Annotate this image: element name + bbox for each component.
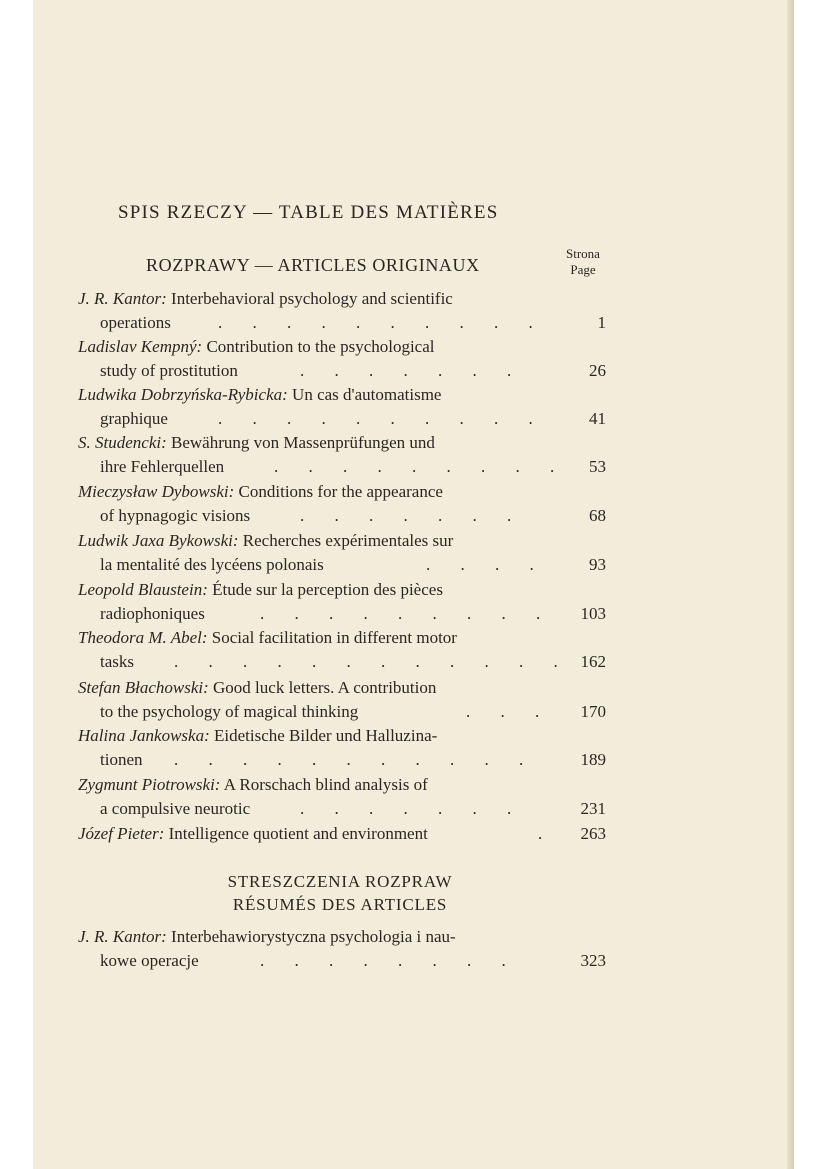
entry-title: Intelligence quotient and environment [168,824,428,843]
entry-title: Bewährung von Massenprüfungen und [171,433,435,452]
entry-title-cont: graphique [100,409,168,428]
entry-title-cont: to the psychology of magical thinking [100,702,359,721]
leader-dots: . [538,824,556,843]
entry-title-cont: la mentalité des lycéens polonais [100,555,324,574]
entry-title: A Rorschach blind analysis of [223,775,428,794]
entry-title-cont: tasks [100,652,134,671]
entry-page: 263 [580,824,606,843]
entry-page: 170 [580,702,606,721]
entry-page: 103 [580,604,606,623]
entry-title-cont: kowe operacje [100,951,199,970]
entry-author: Stefan Błachowski: [78,678,209,697]
entry-title: Étude sur la perception des pièces [212,580,443,599]
page-column-header [560,246,606,278]
leader-dots: . . . . . . . . . . [218,409,546,428]
entry-author: Theodora M. Abel: [78,628,208,647]
entry-page: 41 [589,409,606,428]
entry-title: Un cas d'automatisme [292,385,442,404]
entry-page: 323 [580,951,606,970]
leader-dots: . . . . . . . [300,799,525,818]
entry-title: Interbehavioral psychology and scientific [171,289,453,308]
entry-title: Social facilitation in different motor [211,628,457,647]
entry-author: S. Studencki: [78,433,167,452]
leader-dots: . . . . . . . . . [260,604,554,623]
page-column-label-strona: Strona [566,246,600,261]
entry-page: 53 [589,457,606,476]
entry-page: 1 [597,313,606,332]
leader-dots: . . . . . . . . . . [218,313,546,332]
entry-author: Ladislav Kempný: [78,337,203,356]
page-edge [787,0,794,1169]
entry-title: Recherches expérimentales sur [242,531,454,550]
entry-author: Zygmunt Piotrowski: [78,775,221,794]
entry-author: Ludwik Jaxa Bykowski: [78,531,239,550]
toc-entry [78,822,610,846]
toc-entry [78,480,610,528]
entry-author: Józef Pieter: [78,824,165,843]
entry-page: 231 [580,799,606,818]
entry-title: Interbehawiorystyczna psychologia i nau- [171,927,456,946]
toc-entry [78,724,610,772]
leader-dots: . . . . . . . . [260,951,519,970]
entry-title-cont: ihre Fehlerquellen [100,457,225,476]
entry-title: Good luck letters. A contribution [213,678,437,697]
entry-title-cont: study of prostitution [100,361,238,380]
entry-title-cont: operations [100,313,171,332]
toc-entry [78,676,610,724]
leader-dots: . . . . . . . . . [274,457,568,476]
entry-title-cont: tionen [100,750,143,769]
page-title: SPIS RZECZY — TABLE DES MATIÈRES [118,202,499,223]
entry-author: Mieczysław Dybowski: [78,482,235,501]
toc-entry [78,287,610,335]
section-heading-summaries-fr: RÉSUMÉS DES ARTICLES [232,895,448,914]
entry-author: Halina Jankowska: [78,726,210,745]
entry-page: 26 [589,361,606,380]
toc-entry [78,383,610,431]
entry-title: Conditions for the appearance [238,482,443,501]
leader-dots: . . . . . . . [300,506,525,525]
entry-title-cont: of hypnagogic visions [100,506,251,525]
leader-dots: . . . . . . . . . . . [174,750,537,769]
leader-dots: . . . . [426,555,547,574]
entry-title-cont: radiophoniques [100,604,205,623]
toc-entry [78,773,610,821]
entry-author: Ludwika Dobrzyńska-Rybicka: [78,385,288,404]
toc-entry [78,578,610,626]
entry-author: J. R. Kantor: [78,927,167,946]
section-heading-articles: ROZPRAWY — ARTICLES ORIGINAUX [146,255,480,275]
page-column-label-page: Page [570,262,596,277]
entry-page: 162 [580,652,606,671]
toc-entry [78,431,610,479]
entry-author: J. R. Kantor: [78,289,167,308]
entry-page: 189 [580,750,606,769]
entry-author: Leopold Blaustein: [78,580,208,599]
entry-title: Eidetische Bilder und Halluzina- [213,726,438,745]
entry-page: 68 [589,506,606,525]
toc-entry [78,626,610,674]
entry-title: Contribution to the psychological [206,337,435,356]
leader-dots: . . . [466,702,553,721]
entry-title-cont: a compulsive neurotic [100,799,251,818]
entry-page: 93 [589,555,606,574]
toc-entry [78,335,610,383]
section-heading-summaries-pl: STRESZCZENIA ROZPRAW [227,872,453,891]
leader-dots: . . . . . . . . . . . . [174,652,571,671]
toc-entry [78,529,610,577]
leader-dots: . . . . . . . [300,361,525,380]
toc-entry [78,925,610,973]
